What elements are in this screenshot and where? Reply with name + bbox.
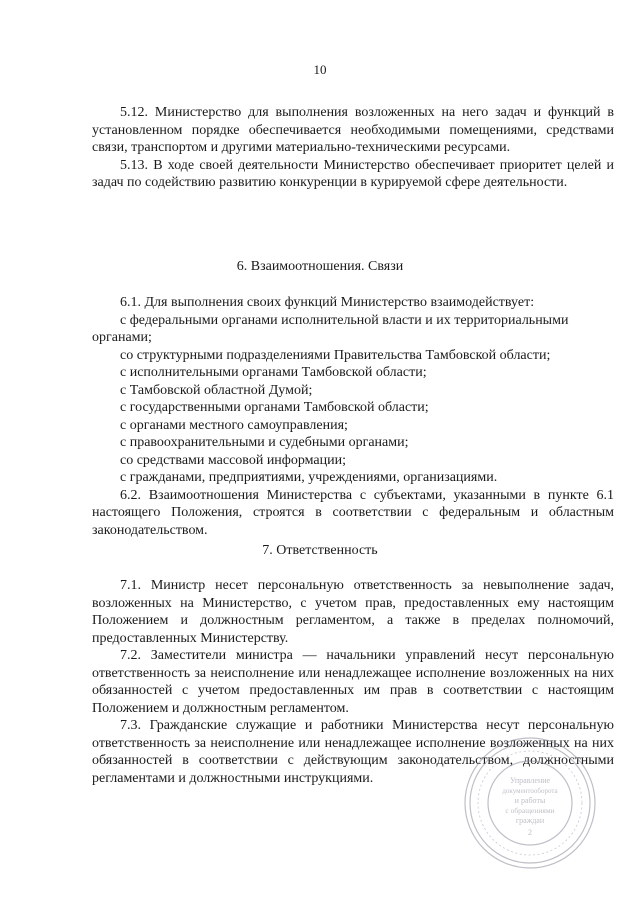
- paragraph-7-1: 7.1. Министр несет персональную ответственность за невыполнение задач, возложенных на Министерство, с учетом прав, предоставленных ему настоящим Положением и должностным регламентом, а также в пределах полномочий, предоставленных Министерству.: [92, 578, 614, 646]
- list-item: с органами местного самоуправления;: [120, 417, 348, 433]
- section-7-title: 7. Ответственность: [262, 543, 378, 558]
- paragraph-7-3: 7.3. Гражданские служащие и работники Министерства несут персональную ответственность за неисполнение или ненадлежащее исполнение возложенных на них обязанностей в соответствии с действующим законодательством, должностными регламентами и должностными инструкциями.: [92, 718, 614, 786]
- list-item: с Тамбовской областной Думой;: [120, 382, 313, 398]
- list-item: с гражданами, предприятиями, учреждениями, организациями.: [120, 470, 498, 485]
- list-item: со структурными подразделениями Правительства Тамбовской области;: [120, 347, 551, 363]
- seal-inner-text: [502, 776, 558, 837]
- section-6-title: 6. Взаимоотношения. Связи: [236, 259, 404, 274]
- paragraph-5-13: 5.13. В ходе своей деятельности Министерство обеспечивает приоритет целей и задач по содействию развитию конкуренции в курируемой сфере деятельности.: [92, 157, 614, 190]
- seal-line: и работы: [514, 796, 546, 805]
- list-item-federal-continuation: органами;: [92, 330, 152, 345]
- paragraph-5-12: 5.12. Министерство для выполнения возложенных на него задач и функций в установленном порядке обеспечивается необходимыми помещениями, средствами связи, транспортом и другими материально-техническими ресурсами.: [92, 105, 614, 155]
- official-seal-stamp: [462, 735, 598, 871]
- list-item: с исполнительными органами Тамбовской области;: [120, 365, 427, 380]
- section-6-body: [92, 294, 614, 539]
- list-item: с правоохранительными и судебными органами;: [120, 435, 409, 450]
- list-item-federal: с федеральными органами исполнительной власти и их территориальными: [120, 312, 569, 328]
- seal-line: Управление: [509, 776, 551, 785]
- seal-line: документооборота: [502, 787, 558, 795]
- paragraph-6-2: 6.2. Взаимоотношения Министерства с субъектами, указанными в пункте 6.1 настоящего Положения, строятся в соответствии с федеральным и областным законодательством.: [92, 487, 614, 538]
- paragraph-6-1-intro: 6.1. Для выполнения своих функций Министерство взаимодействует:: [120, 295, 535, 310]
- seal-line: с обращениями: [505, 806, 555, 815]
- seal-line: граждан: [515, 816, 545, 825]
- list-item: со средствами массовой информации;: [120, 452, 347, 468]
- page-number: 10: [313, 62, 327, 77]
- list-item: с государственными органами Тамбовской области;: [120, 400, 429, 415]
- section-5-continuation: [92, 104, 614, 192]
- seal-number: 2: [528, 828, 532, 837]
- paragraph-7-2: 7.2. Заместители министра — начальники управлений несут персональную ответственность за неисполнение или ненадлежащее исполнение возложенных на них обязанностей с учетом предоставленных им прав в соответствии с настоящим Положением и должностным регламентом.: [92, 648, 614, 716]
